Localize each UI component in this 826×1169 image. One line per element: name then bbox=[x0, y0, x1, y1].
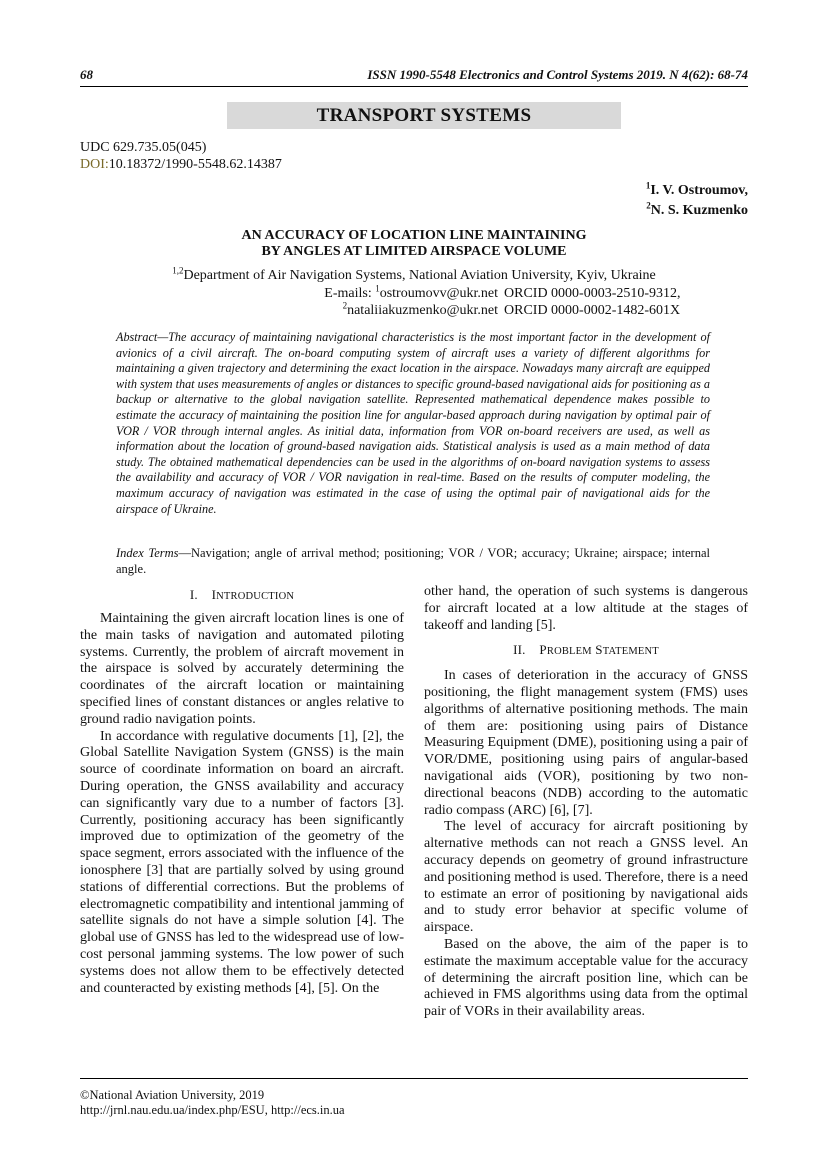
paragraph: Maintaining the given aircraft location lines is one of the main tasks of navigation and automated piloting systems. Currently, the problem of aircraft movement in the airspace is solved by accurately determining the coordinates of the aircraft location or maintaining specified lines of constant distances or angles relative to ground radio navigation points. bbox=[80, 611, 404, 727]
authors bbox=[646, 181, 748, 221]
abstract-label: Abstract bbox=[116, 330, 158, 344]
doi-value[interactable]: 10.18372/1990-5548.62.14387 bbox=[108, 157, 282, 172]
footer-copyright: ©National Aviation University, 2019 bbox=[80, 1088, 265, 1102]
section-heading-problem-statement: II. PROBLEM STATEMENT bbox=[513, 642, 659, 658]
paragraph: In accordance with regulative documents [1], [2], the Global Satellite Navigation System (GNSS) is the main source of coordinate information on board an aircraft. During operation, the GNSS availability and accuracy can significantly vary due to a number of factors [3]. Currently, positioning accuracy has been significantly improved due to optimization of the geometry of the space segment, errors associated with the influence of the ionosphere [3] that are partially solved by using ground stations of differential corrections. But the problems of electromagnetic compatibility and intentional jamming of satellite signals do not have a simple solution [4]. The global use of GNSS has led to the widespread use of low-cost personal jamming systems. The low power of such systems does not allow them to be effectively detected and counteracted by existing methods [4], [5]. On the bbox=[80, 728, 404, 996]
orcid-1: ORCID 0000-0003-2510-9312, bbox=[504, 286, 681, 301]
doi-prefix: DOI: bbox=[80, 157, 109, 172]
paragraph: Based on the above, the aim of the paper is to estimate the maximum acceptable value for the accuracy of determining the aircraft position line, which can be achieved in FMS algorithms using data from the optimal pair of VORs in their availability areas. bbox=[424, 936, 748, 1020]
right-column bbox=[424, 584, 748, 1021]
footer-urls[interactable]: http://jrnl.nau.edu.ua/index.php/ESU, http://ecs.in.ua bbox=[80, 1103, 345, 1117]
index-terms bbox=[116, 546, 710, 577]
orcid-2: ORCID 0000-0002-1482-601X bbox=[504, 303, 681, 318]
email-row-2: $^2$nataliiakuzmenko@ukr.net ORCID 0000-0002-1482-601X bbox=[342, 300, 681, 318]
paragraph: The level of accuracy for aircraft positioning by alternative methods can not reach a GNSS level. An accuracy depends on geometry of ground infrastructure and positioning method is used. Therefore, there is a need to estimate an error of positioning by navigational aids and to study error behavior at specific volume of airspace. bbox=[424, 819, 748, 936]
paragraph: In cases of deterioration in the accuracy of GNSS positioning, the flight management system (FMS) uses algorithms of alternative positioning methods. The main of them are: positioning using pairs of Distance Measuring Equipment (DME), positioning using a pair of VOR/DME, positioning using pairs of angular-based navigational aids (VOR), positioning by two non-directional beacons (NDB) according to the automatic radio compass (ARC) [6], [7]. bbox=[424, 668, 748, 818]
section-heading-introduction: I. INTRODUCTION bbox=[189, 587, 295, 602]
index-terms-label: Index Terms bbox=[116, 546, 179, 560]
left-column bbox=[80, 611, 404, 997]
author-2: $^2$N. S. Kuzmenko bbox=[646, 200, 748, 218]
affiliation: $^{1,2}$Department of Air Navigation Systems, National Aviation University, Kyiv, Ukraine bbox=[172, 265, 656, 283]
header-rule bbox=[80, 86, 748, 87]
paper-title bbox=[80, 228, 748, 260]
title-line-1: AN ACCURACY OF LOCATION LINE MAINTAINING bbox=[241, 228, 587, 243]
email-row-1: E-mails: $^1$ostroumovv@ukr.net ORCID 0000-0003-2510-9312, bbox=[324, 283, 681, 301]
paragraph-continued: other hand, the operation of such systems is dangerous for aircraft located at a low altitude at the stages of takeoff and landing [5]. bbox=[424, 584, 748, 633]
email-link-1[interactable]: ostroumovv@ukr.net bbox=[379, 286, 498, 301]
abstract bbox=[116, 330, 710, 517]
author-1: $^1$I. V. Ostroumov, bbox=[645, 180, 748, 198]
abstract-text: —The accuracy of maintaining navigational characteristics is the most important factor in the development of avionics of a civil aircraft. The on-board computing system of aircraft uses a variety of different algorithms for maintaining a given trajectory and determining the exact location in the airspace. Nowadays many aircraft are equipped with system that uses measurements of angles or distances to specific ground-based navigational aids for positioning as a backup or alternative to the global navigation satellite. Represented mathematical dependence makes possible to estimate the accuracy of maintaining the position line for angular-based approach during navigation by optimal pair of VOR / VOR through internal angles. As initial data, information from VOR on-board receivers are used, as well as information about the location of ground-based navigation aids. Statistical analysis is used as a main method of data study. The obtained mathematical dependencies can be used in the algorithms of on-board navigation systems to assess the availability and accuracy of VOR / VOR navigation in real-time. Based on the results of computer modeling, the maximum accuracy of navigation was estimated in the case of using the optimal pair of navigational aids for the airspace of Ukraine. bbox=[116, 330, 710, 516]
journal-citation: ISSN 1990-5548 Electronics and Control Systems 2019. N 4(62): 68-74 bbox=[367, 67, 748, 82]
email-link-2[interactable]: nataliiakuzmenko@ukr.net bbox=[347, 303, 498, 318]
doi bbox=[80, 156, 282, 173]
index-terms-text: —Navigation; angle of arrival method; positioning; VOR / VOR; accuracy; Ukraine; airspace; internal angle. bbox=[116, 546, 710, 576]
running-header bbox=[80, 67, 748, 85]
udc-code: UDC 629.735.05(045) bbox=[80, 140, 207, 155]
page-number: 68 bbox=[80, 67, 93, 82]
title-line-2: BY ANGLES AT LIMITED AIRSPACE VOLUME bbox=[261, 244, 567, 259]
section-title: TRANSPORT SYSTEMS bbox=[227, 102, 621, 129]
footer-rule bbox=[80, 1078, 748, 1079]
